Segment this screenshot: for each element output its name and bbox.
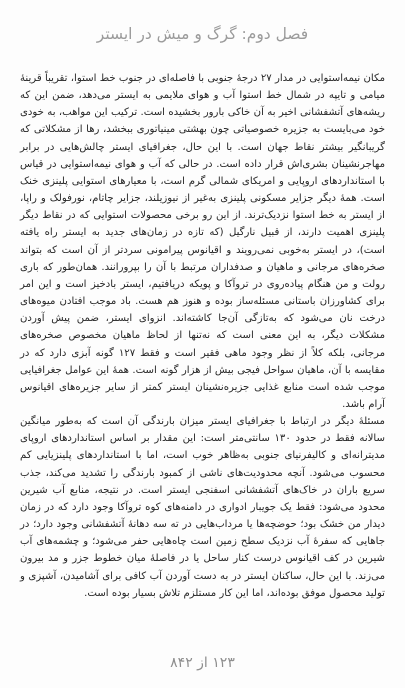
page-number: ۱۲۳ از ۸۴۲ — [170, 655, 235, 671]
paragraph: مکان نیمه‌استوایی در مدار ۲۷ درجهٔ جنوبی با فاصله‌ای در جنوب خط استوا، تقریباً قرینهٔ میامی و تایپه در شمال خط استوا آب و هوای ملایمی به ایستر می‌دهد، ضمن این که ریشه‌های آتشفشانی اخیر به آن خاکی بارور بخشیده است. ترکیب این مواهب، به خودی خود می‌بایست به جزیره خصوصیاتی چون بهشتی مینیاتوری ببخشد، رها از مشکلاتی که گریبانگیر بیشتر نقاط جهان است. با این حال، جغرافیای ایستر چالش‌هایی در برابر مهاجرنشینان بشری‌اش قرار داده است. در حالی که آب و هوای نیمه‌استوایی در قیاس با استانداردهای اروپایی و امریکای شمالی گرم است، با معیارهای استوایی پلینزی خنک است. همهٔ دیگر جزایر مسکونی پلینزی به‌غیر از نیوزیلند، جزایر چاتام، نورفولک و راپا، از ایستر به خط استوا نزدیک‌ترند. از این رو برخی محصولات استوایی که در نقاط دیگر پلینزی اهمیت دارند، از قبیل نارگیل (که تازه در زمان‌های جدید به ایستر راه یافته است)، در ایستر به‌خوبی نمی‌رویند و اقیانوس پیرامونی سردتر از آن است که بتواند صخره‌های مرجانی و ماهیان و صدفداران مرتبط با آن را بپرورانند. همان‌طور که باری رولت و من هنگام پیاده‌روی در تروآکا و پویکه دریافتیم، ایستر بادخیز است و این امر برای کشاورزان باستانی مسئله‌ساز بوده و هنوز هم هست. باد موجب افتادن میوه‌های درخت نان می‌شود که به‌تازگی آن‌جا کاشته‌اند. انزوای ایستر، ضمن پیش آوردن مشکلات دیگر، به این معنی است که نه‌تنها از لحاظ ماهیان مخصوص صخره‌های مرجانی، بلکه کلاً از نظر وجود ماهی فقیر است و فقط ۱۲۷ گونه آبزی دارد که در مقایسه با آن، ماهیان سواحل فیجی بیش از هزار گونه است. همهٔ این عوامل جغرافیایی موجب شده است منابع غذایی جزیره‌نشینان ایستر کمتر از سایر جزیره‌های اقیانوس آرام باشد. — [20, 73, 385, 410]
chapter-title: فصل دوم: گرگ و میش در ایستر — [96, 25, 309, 43]
paragraph: مسئلهٔ دیگر در ارتباط با جغرافیای ایستر میزان بارندگی آن است که به‌طور میانگین سالانه فقط در حدود ۱۳۰ سانتی‌متر است: این مقدار بر اساس استانداردهای اروپای مدیترانه‌ای و کالیفرنیای جنوبی به‌ظاهر خوب است، اما با استانداردهای پلینزیایی کم محسوب می‌شود. آنچه محدودیت‌های ناشی از کمبود بارندگی را تشدید می‌کند، جذب سریع باران در خاک‌های آتشفشانی اسفنجی ایستر است. در نتیجه، منابع آب شیرین محدود می‌شود: فقط یک جویبار ادواری در دامنه‌های کوه تروآکا وجود دارد که در زمان دیدار من خشک بود؛ حوضچه‌ها یا مرداب‌هایی در ته سه دهانهٔ آتشفشانی وجود دارد؛ در جاهایی که سفرهٔ آب نزدیک سطح زمین است چاه‌هایی حفر می‌شود؛ و چشمه‌های آب شیرین در کف اقیانوس درست کنار ساحل یا در فاصلهٔ میان خطوط جزر و مد بیرون می‌زند. با این حال، ساکنان ایستر در به دست آوردن آب کافی برای آشامیدن، آشپزی و تولید محصول موفق بوده‌اند، اما این کار مستلزم تلاش بسیار بوده است. — [20, 416, 385, 599]
page-body — [20, 70, 385, 602]
